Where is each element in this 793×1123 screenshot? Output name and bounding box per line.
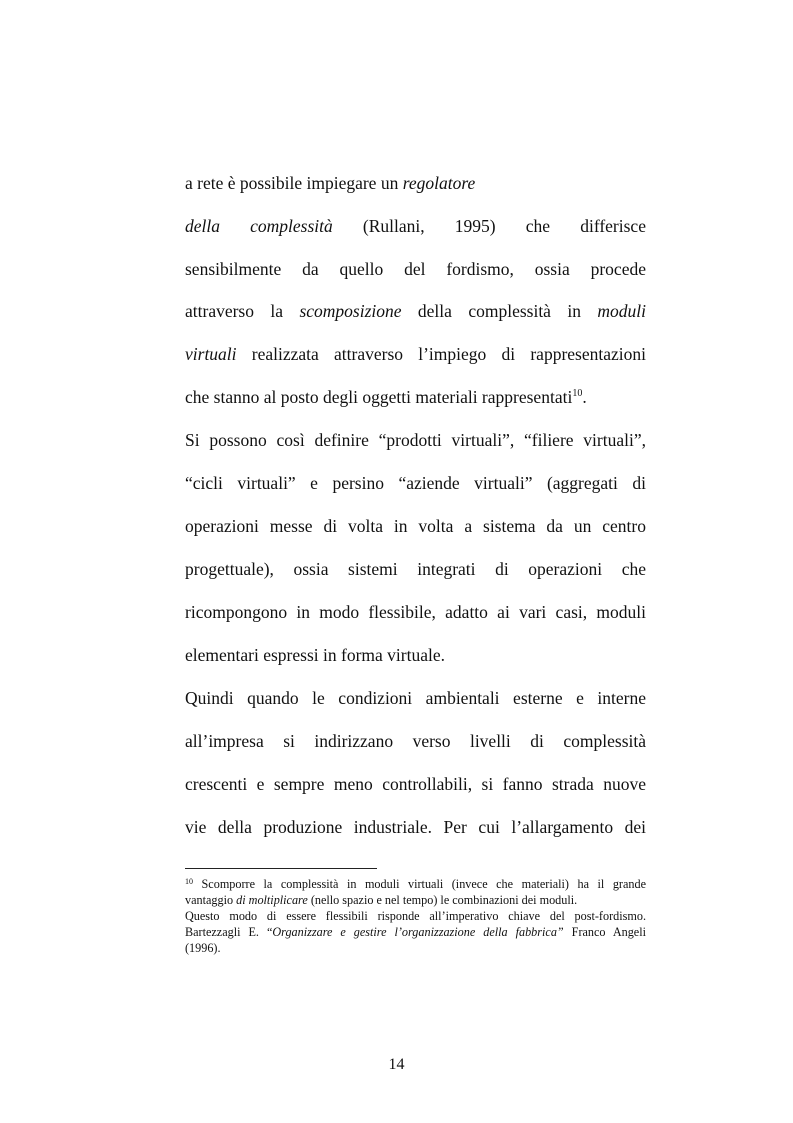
text: realizzata attraverso l’impiego di rappresentazioni	[236, 344, 646, 364]
text: differisce	[580, 216, 646, 236]
footnote-reference[interactable]: 10	[572, 388, 583, 399]
page-number: 14	[388, 1056, 405, 1073]
emphasis: moduli	[597, 301, 646, 321]
body-line-7: Si possono così definire “prodotti virtuali”, “filiere virtuali”,	[185, 430, 646, 450]
footnote-line-2	[185, 892, 646, 908]
body-line-3: sensibilmente da quello del fordismo, ossia procede	[185, 259, 646, 279]
text: che	[525, 216, 551, 236]
footnote-line-5: (1996).	[185, 941, 221, 955]
text: vantaggio	[185, 893, 237, 907]
body-line-11: ricompongono in modo flessibile, adatto ai vari casi, moduli	[185, 602, 646, 622]
body-line-15: crescenti e sempre meno controllabili, si fanno strada nuove	[185, 774, 646, 794]
emphasis: virtuali	[185, 344, 237, 364]
text: attraverso la	[185, 301, 300, 321]
text: Franco Angeli	[563, 925, 646, 939]
body-line-12: elementari espressi in forma virtuale.	[185, 645, 445, 665]
emphasis: complessità	[250, 216, 333, 236]
emphasis: di moltiplicare	[236, 893, 308, 907]
footnote-number: 10	[185, 877, 193, 886]
body-line-6	[185, 386, 646, 412]
body-line-1	[185, 172, 646, 194]
body-line-9: operazioni messe di volta in volta a sistema da un centro	[185, 516, 646, 536]
text: 1995)	[454, 216, 496, 236]
text: a rete è possibile impiegare un	[185, 173, 403, 193]
text: (Rullani,	[362, 216, 425, 236]
emphasis: scomposizione	[299, 301, 402, 321]
body-line-4	[185, 300, 646, 322]
text: che stanno al posto degli oggetti materiali rappresentati	[185, 387, 573, 407]
text: Bartezzagli E. “	[185, 925, 273, 939]
body-line-14: all’impresa si indirizzano verso livelli di complessità	[185, 731, 646, 751]
emphasis: della	[185, 216, 220, 236]
body-line-2	[185, 215, 646, 237]
body-line-10: progettuale), ossia sistemi integrati di operazioni che	[185, 559, 646, 579]
footnote-line-3: Questo modo di essere flessibili risponde all’imperativo chiave del post-fordismo.	[185, 909, 646, 923]
text: della complessità in	[401, 301, 598, 321]
emphasis: regolatore	[402, 173, 476, 193]
footnote-line-4	[185, 924, 646, 940]
body-line-16: vie della produzione industriale. Per cui l’allargamento dei	[185, 817, 646, 837]
text: .	[582, 387, 587, 407]
body-line-5	[185, 343, 646, 365]
footnote-separator	[185, 868, 377, 869]
book-title: Organizzare e gestire l’organizzazione della fabbrica”	[272, 925, 564, 939]
text: Scomporre la complessità in moduli virtuali (invece che materiali) ha il grande	[193, 877, 646, 891]
body-line-8: “cicli virtuali” e persino “aziende virtuali” (aggregati di	[185, 473, 646, 493]
text: (nello spazio e nel tempo) le combinazioni dei moduli.	[307, 893, 578, 907]
body-line-13: Quindi quando le condizioni ambientali esterne e interne	[185, 688, 646, 708]
